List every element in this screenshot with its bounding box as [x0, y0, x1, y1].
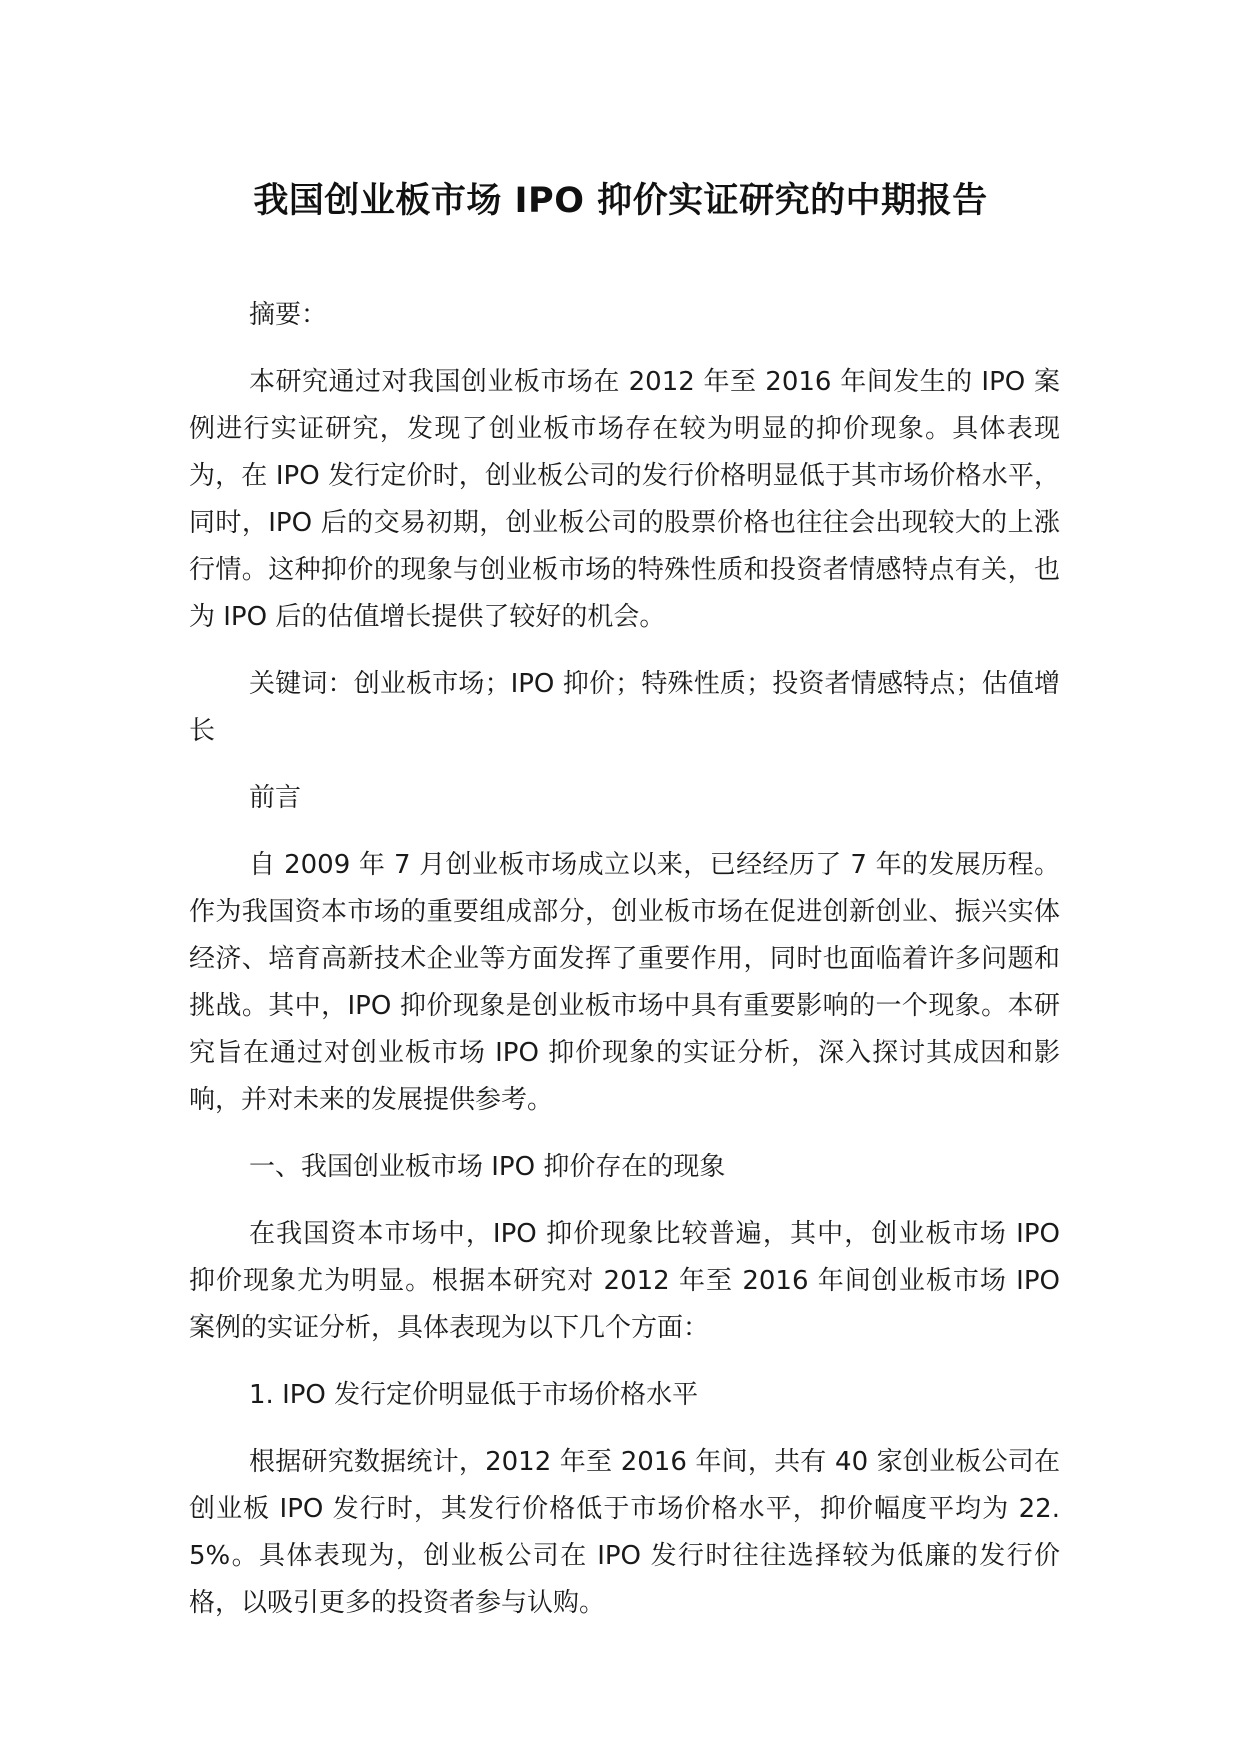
abstract-heading: 摘要：	[249, 300, 328, 330]
document-body	[189, 292, 1060, 1647]
document-title: 我国创业板市场 IPO 抑价实证研究的中期报告	[253, 181, 988, 221]
subsection-1-heading: 1. IPO 发行定价明显低于市场价格水平	[249, 1380, 699, 1410]
section-1-paragraph: 在我国资本市场中，IPO 抑价现象比较普遍，其中，创业板市场 IPO 抑价现象尤为明显。根据本研究对 2012 年至 2016 年间创业板市场 IPO 案例的实证分析，具体表现为以下几个方面：	[189, 1219, 1060, 1343]
preface-paragraph: 自 2009 年 7 月创业板市场成立以来，已经经历了 7 年的发展历程。作为我国资本市场的重要组成部分，创业板市场在促进创新创业、振兴实体经济、培育高新技术企业等方面发挥了重要作用，同时也面临着许多问题和挑战。其中，IPO 抑价现象是创业板市场中具有重要影响的一个现象。本研究旨在通过对创业板市场 IPO 抑价现象的实证分析，深入探讨其成因和影响，并对未来的发展提供参考。	[189, 850, 1060, 1115]
subsection-1-paragraph: 根据研究数据统计，2012 年至 2016 年间，共有 40 家创业板公司在创业板 IPO 发行时，其发行价格低于市场价格水平，抑价幅度平均为 22.5%。具体表现为，创业板公司在 IPO 发行时往往选择较为低廉的发行价格，以吸引更多的投资者参与认购。	[189, 1447, 1060, 1618]
keywords-paragraph: 关键词：创业板市场；IPO 抑价；特殊性质；投资者情感特点；估值增长	[189, 669, 1060, 746]
preface-heading: 前言	[249, 783, 302, 813]
section-1-heading: 一、我国创业板市场 IPO 抑价存在的现象	[249, 1152, 726, 1182]
abstract-paragraph: 本研究通过对我国创业板市场在 2012 年至 2016 年间发生的 IPO 案例进行实证研究，发现了创业板市场存在较为明显的抑价现象。具体表现为，在 IPO 发行定价时，创业板公司的发行价格明显低于其市场价格水平，同时，IPO 后的交易初期，创业板公司的股票价格也往往会出现较大的上涨行情。这种抑价的现象与创业板市场的特殊性质和投资者情感特点有关，也为 IPO 后的估值增长提供了较好的机会。	[189, 367, 1060, 632]
